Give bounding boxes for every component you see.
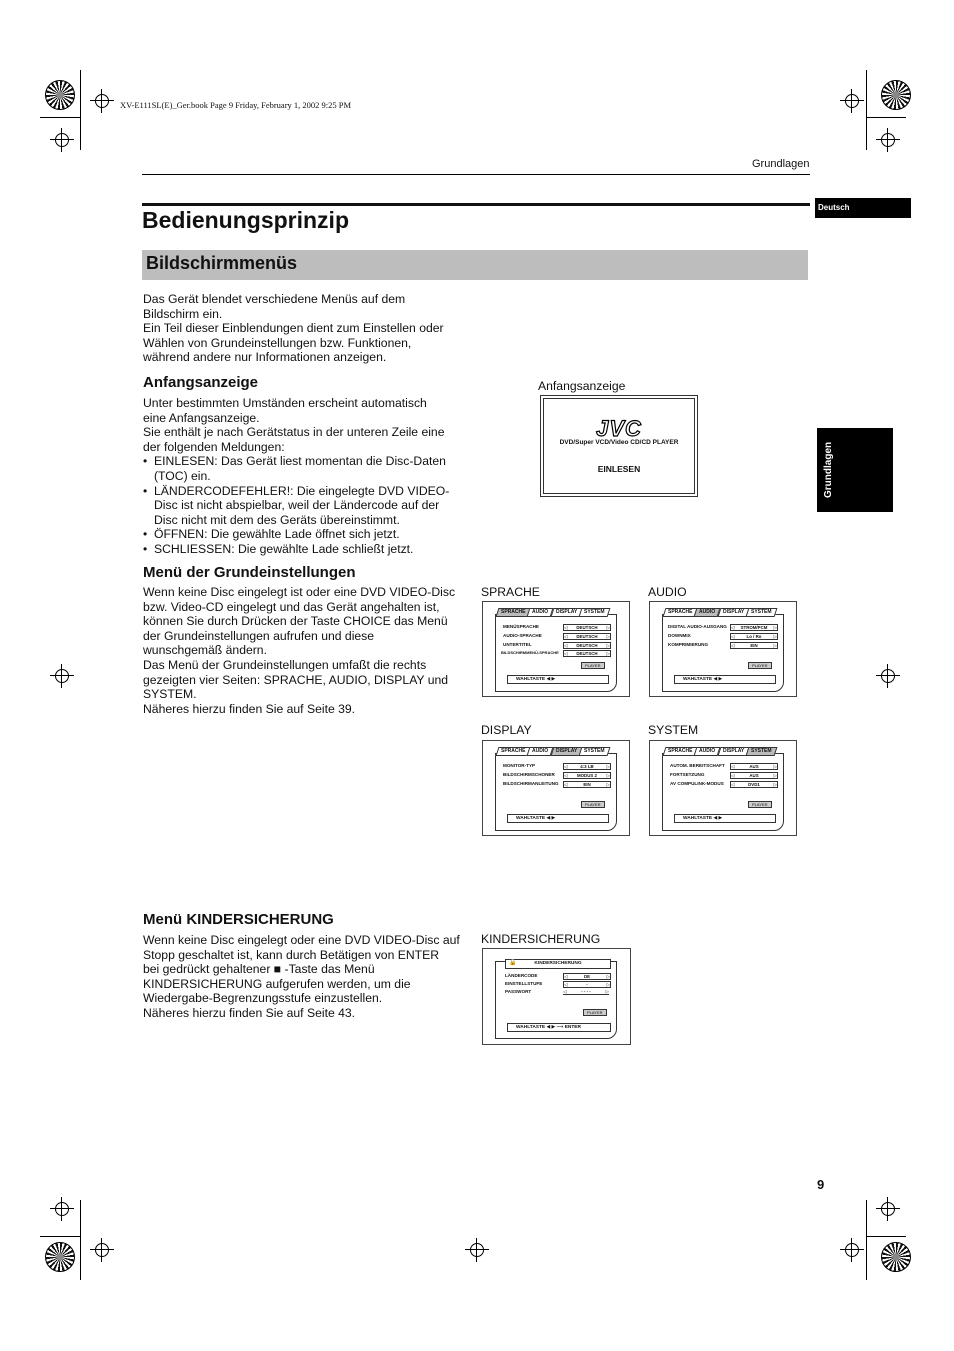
kinder-line: Wenn keine Disc eingelegt oder eine DVD VIDEO-Disc auf xyxy=(143,933,460,947)
anfang-line: der folgenden Meldungen: xyxy=(143,439,285,454)
bullet-line: SCHLIESSEN: Die gewählte Lade schließt jetzt. xyxy=(154,541,414,556)
bullet-item: • SCHLIESSEN: Die gewählte Lade schließt jetzt. xyxy=(143,542,473,557)
anfang-screen-inner xyxy=(543,398,695,494)
bullet-item: • ÖFFNEN: Die gewählte Lade öffnet sich jetzt. xyxy=(143,527,473,542)
setting-value: ◁ EIN ▷ xyxy=(563,781,611,788)
grund-line: Das Menü der Grundeinstellungen umfaßt die rechts xyxy=(143,657,427,672)
setting-value: ◁ DEUTSCH ▷ xyxy=(563,633,611,640)
select-bar: WAHLTASTE ◀ ▶ xyxy=(674,814,776,823)
header-rule xyxy=(142,174,810,175)
kinder-screen xyxy=(482,948,631,1045)
tab-audio: AUDIO xyxy=(527,608,554,617)
crosshair-mark xyxy=(50,664,74,688)
intro-line: Das Gerät blendet verschiedene Menüs auf dem xyxy=(143,292,406,306)
crosshair-mark xyxy=(840,89,864,113)
select-bar: WAHLTASTE ◀ ▶ xyxy=(507,814,609,823)
kinder-line: bei gedrückt gehaltener ■ -Taste das Menü xyxy=(143,962,375,977)
intro-line: Wählen von Grundeinstellungen bzw. Funktionen, xyxy=(143,335,412,350)
crosshair-mark xyxy=(876,664,900,688)
tab-bar xyxy=(664,608,774,617)
player-button: PLAYER xyxy=(581,662,605,669)
grund-line: wunschgemäß ändern. xyxy=(143,643,267,658)
grund-line: bzw. Video-CD eingelegt und das Gerät angehalten ist, xyxy=(143,599,440,614)
crosshair-mark xyxy=(840,1238,864,1262)
bullet-line: EINLESEN: Das Gerät liest momentan die Disc-Daten xyxy=(154,454,446,469)
setting-value: ◁ AUS ▷ xyxy=(730,772,778,779)
grund-line: Wenn keine Disc eingelegt ist oder eine DVD VIDEO-Disc xyxy=(143,585,456,599)
registration-target-bottom-right xyxy=(881,1242,911,1272)
bullet-line: Disc ist nicht abspielbar, weil der Ländercode auf der xyxy=(154,498,440,513)
tab-display: DISPLAY xyxy=(550,747,582,756)
setting-label: EINSTELLSTUFE xyxy=(505,981,543,986)
grund-text xyxy=(143,585,473,716)
setting-label: BILDSCHIRMANLEITUNG xyxy=(503,781,559,786)
tab-system: SYSTEM xyxy=(578,747,609,756)
tab-display: DISPLAY xyxy=(550,608,582,617)
setting-label: DIGITAL AUDIO-AUSGANG xyxy=(668,624,727,629)
grund-line: können Sie durch Drücken der Taste CHOICE das Menü xyxy=(143,614,448,629)
setting-value: ◁ MODUS 2 ▷ xyxy=(563,772,611,779)
select-bar: WAHLTASTE ◀ ▶ xyxy=(674,675,776,684)
grund-line: der Grundeinstellungen aufrufen und diese xyxy=(143,628,375,643)
player-label: DVD/Super VCD/Video CD/CD PLAYER xyxy=(559,439,679,446)
crosshair-mark xyxy=(465,1238,489,1262)
grund-line: gezeigten vier Seiten: SPRACHE, AUDIO, DISPLAY und xyxy=(143,672,449,687)
side-tab-label: Grundlagen xyxy=(823,441,834,498)
setting-label: DOWNMIX xyxy=(668,633,691,638)
player-button: PLAYER xyxy=(748,662,772,669)
title-rule xyxy=(142,203,810,206)
password-value: ◁ - - - - ▷ xyxy=(563,989,609,995)
kinder-line: Näheres hierzu finden Sie auf Seite 43. xyxy=(143,1005,356,1020)
kinder-caption: KINDERSICHERUNG xyxy=(481,932,601,946)
kinder-line: KINDERSICHERUNG aufgerufen werden, um die xyxy=(143,976,411,991)
language-tab-label: Deutsch xyxy=(818,203,850,212)
crop-line xyxy=(40,1236,80,1237)
tab-bar xyxy=(664,747,774,756)
player-button: PLAYER xyxy=(748,801,772,808)
page-title: Bedienungsprinzip xyxy=(142,207,349,233)
setting-label: AUTOM. BEREITSCHAFT xyxy=(670,763,725,768)
setting-value: ◁ DEUTSCH ▷ xyxy=(563,624,611,631)
language-tab xyxy=(815,198,911,218)
tab-display: DISPLAY xyxy=(717,747,749,756)
tab-sprache: SPRACHE xyxy=(663,747,698,756)
setting-label: AV COMPULINK-MODUS xyxy=(670,781,724,786)
bullet-item: • LÄNDERCODEFEHLER!: Die eingelegte DVD VIDEO- Disc ist nicht abspielbar, weil der Ländercode auf der Disc nicht mit dem des Geräts übereinstimmt. xyxy=(143,484,473,528)
bullet-line: LÄNDERCODEFEHLER!: Die eingelegte DVD VIDEO- xyxy=(154,483,450,498)
system-screen xyxy=(649,740,797,836)
crosshair-mark xyxy=(50,128,74,152)
setting-label: FORTSETZUNG xyxy=(670,772,705,777)
setting-value: ◁ DE ▷ xyxy=(563,973,611,980)
kinder-title-bar xyxy=(505,959,611,969)
audio-caption: AUDIO xyxy=(648,585,687,599)
setting-value: ◁ DEUTSCH ▷ xyxy=(563,650,611,657)
setting-label: BILDSCHIRMMENÜ-SPRACHE xyxy=(501,650,559,655)
crop-line xyxy=(40,117,80,118)
setting-label: MONITOR-TYP xyxy=(503,763,536,768)
kinder-line: Stopp geschaltet ist, kann durch Betätigen von ENTER xyxy=(143,947,440,962)
bullet-line: ÖFFNEN: Die gewählte Lade öffnet sich jetzt. xyxy=(154,527,400,542)
tab-system: SYSTEM xyxy=(745,747,776,756)
intro-line: während andere nur Informationen anzeigen. xyxy=(143,350,387,365)
display-screen xyxy=(482,740,630,836)
crop-line xyxy=(866,117,906,118)
setting-label: AUDIO-SPRACHE xyxy=(503,633,542,638)
setting-label: PASSWORT xyxy=(505,989,532,994)
select-bar: WAHLTASTE ◀ ▶ ⟶ ENTER xyxy=(507,1023,611,1032)
anfang-line: Unter bestimmten Umständen erscheint automatisch xyxy=(143,396,427,410)
setting-value: ◁ AUS ▷ xyxy=(730,763,778,770)
crop-line xyxy=(866,70,867,150)
crop-line xyxy=(80,1200,81,1280)
crosshair-mark xyxy=(876,128,900,152)
setting-label: BILDSCHIRMSCHONER xyxy=(503,772,555,777)
registration-target-top-right xyxy=(881,80,911,110)
tab-sprache: SPRACHE xyxy=(496,608,531,617)
tab-display: DISPLAY xyxy=(717,608,749,617)
setting-value: ◁ EIN ▷ xyxy=(730,642,778,649)
intro-text xyxy=(143,292,444,365)
subtitle: Bildschirmmenüs xyxy=(146,253,298,273)
player-button: PLAYER xyxy=(581,801,605,808)
tab-sprache: SPRACHE xyxy=(496,747,531,756)
anfang-line: Sie enthält je nach Gerätstatus in der unteren Zeile eine xyxy=(143,425,445,440)
registration-target-top-left xyxy=(45,80,75,110)
crosshair-mark xyxy=(90,89,114,113)
kinder-text xyxy=(143,933,473,1021)
jvc-logo: JVC xyxy=(596,416,642,441)
tab-audio: AUDIO xyxy=(527,747,554,756)
anfang-figure-caption: Anfangsanzeige xyxy=(538,379,626,393)
tab-system: SYSTEM xyxy=(745,608,776,617)
bullet-line: Disc nicht mit dem des Geräts übereinstimmt. xyxy=(154,512,400,527)
setting-value: ◁ - ▷ xyxy=(563,981,611,988)
crosshair-mark xyxy=(50,1197,74,1221)
setting-value: ◁ STROM/PCM ▷ xyxy=(730,624,778,631)
subtitle-band xyxy=(142,250,808,280)
bullet-line: (TOC) ein. xyxy=(154,468,211,483)
section-header: Grundlagen xyxy=(752,158,810,170)
intro-line: Bildschirm ein. xyxy=(143,306,223,321)
setting-value: ◁ 4:3 LB ▷ xyxy=(563,763,611,770)
sprache-caption: SPRACHE xyxy=(481,585,540,599)
tab-audio: AUDIO xyxy=(694,747,721,756)
tab-system: SYSTEM xyxy=(578,608,609,617)
display-caption: DISPLAY xyxy=(481,723,532,737)
grund-line: Näheres hierzu finden Sie auf Seite 39. xyxy=(143,701,356,716)
crop-line xyxy=(80,70,81,150)
registration-target-bottom-left xyxy=(45,1242,75,1272)
intro-line: Ein Teil dieser Einblendungen dient zum Einstellen oder xyxy=(143,321,444,336)
print-header: XV-E111SL(E)_Ger.book Page 9 Friday, February 1, 2002 9:25 PM xyxy=(120,100,352,110)
kinder-screen-title: KINDERSICHERUNG xyxy=(534,961,582,966)
tab-bar xyxy=(497,747,607,756)
bullet-item: • EINLESEN: Das Gerät liest momentan die Disc-Daten (TOC) ein. xyxy=(143,454,473,483)
setting-label: MENÜSPRACHE xyxy=(503,624,539,629)
setting-value: ◁ DVD1 ▷ xyxy=(730,781,778,788)
kinder-heading: Menü KINDERSICHERUNG xyxy=(143,911,334,928)
crop-line xyxy=(866,1200,867,1280)
anfang-screen xyxy=(540,395,698,497)
tab-bar xyxy=(497,608,607,617)
lock-icon: 🔒 xyxy=(509,960,517,966)
crosshair-mark xyxy=(876,1197,900,1221)
setting-label: LÄNDERCODE xyxy=(505,973,538,978)
anfang-heading: Anfangsanzeige xyxy=(143,374,259,391)
crop-line xyxy=(866,1236,906,1237)
grund-line: SYSTEM. xyxy=(143,687,197,702)
crosshair-mark xyxy=(90,1238,114,1262)
status-label: EINLESEN xyxy=(597,464,641,474)
setting-label: KOMPRIMIERUNG xyxy=(668,642,709,647)
grund-heading: Menü der Grundeinstellungen xyxy=(143,564,356,581)
setting-label: UNTERTITEL xyxy=(503,642,532,647)
select-bar: WAHLTASTE ◀ ▶ xyxy=(507,675,609,684)
tab-audio: AUDIO xyxy=(694,608,721,617)
anfang-text xyxy=(143,396,473,557)
page-number: 9 xyxy=(817,1177,825,1192)
sprache-screen xyxy=(482,601,630,697)
setting-value: ◁ DEUTSCH ▷ xyxy=(563,642,611,649)
side-tab xyxy=(817,428,893,512)
tab-sprache: SPRACHE xyxy=(663,608,698,617)
player-button: PLAYER xyxy=(583,1009,607,1016)
system-caption: SYSTEM xyxy=(648,723,699,737)
setting-value: ◁ Lo / Ro ▷ xyxy=(730,633,778,640)
kinder-line: Wiedergabe-Begrenzungsstufe einzustellen. xyxy=(143,991,383,1006)
anfang-line: eine Anfangsanzeige. xyxy=(143,410,260,425)
audio-screen xyxy=(649,601,797,697)
